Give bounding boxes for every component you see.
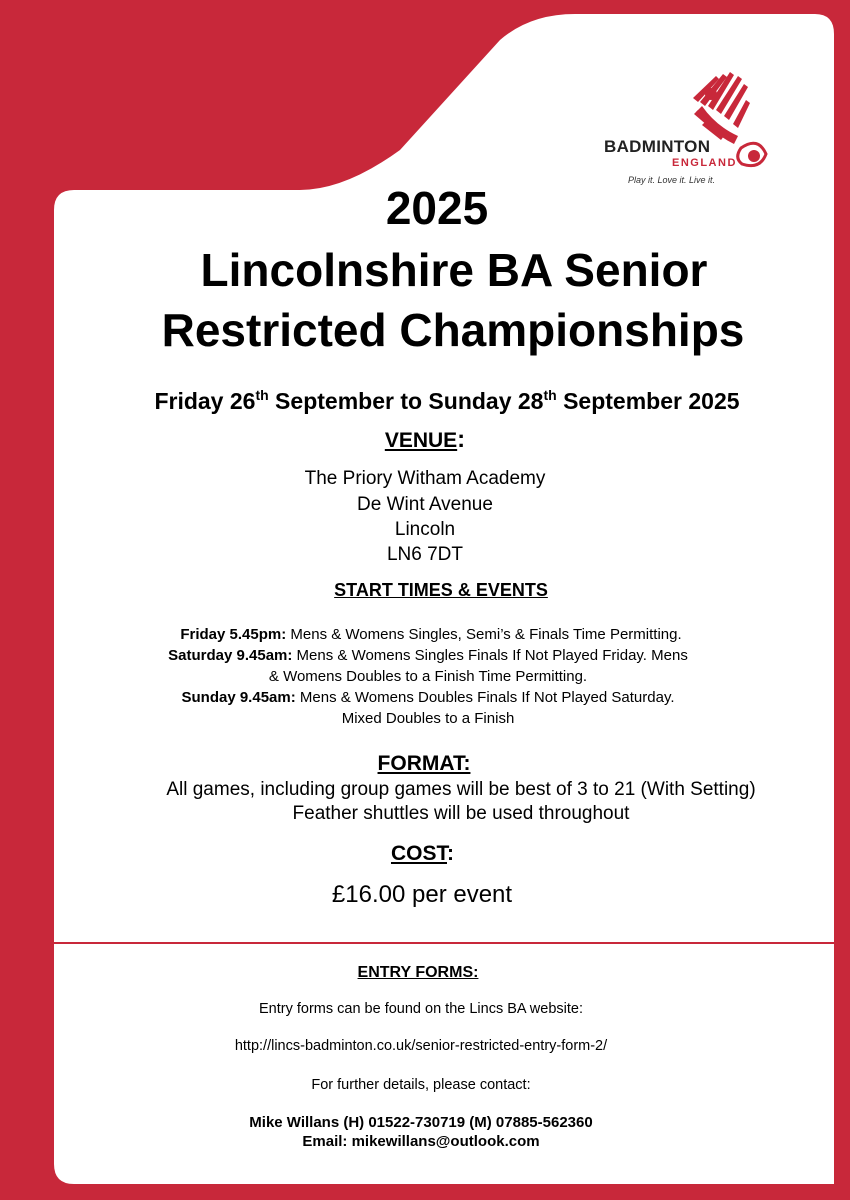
dates-sup-1: th: [255, 387, 269, 403]
brand-name: BADMINTON: [604, 137, 711, 156]
entry-heading: [0, 964, 836, 982]
brand-sub: ENGLAND: [672, 157, 737, 169]
contact-phone: Mike Willans (H) 01522-730719 (M) 07885-562360: [249, 1114, 593, 1131]
format-line-2: Feather shuttles will be used throughout: [292, 803, 630, 824]
sunday-label: Sunday 9.45am:: [181, 689, 296, 706]
saturday-label: Saturday 9.45am:: [168, 647, 293, 664]
dates-part-1: Friday 26: [154, 388, 256, 414]
cost-colon: :: [447, 842, 454, 865]
venue-line: LN6 7DT: [386, 544, 464, 565]
event-dates: [0, 388, 850, 415]
cost-heading-text: COST: [390, 842, 447, 865]
dates-part-2: September to Sunday 28: [268, 388, 544, 414]
cost-value: £16.00 per event: [331, 881, 513, 908]
start-times-heading-text: START TIMES & EVENTS: [334, 580, 548, 600]
event-sunday-cont: Mixed Doubles to a Finish: [341, 710, 515, 727]
venue-colon: :: [457, 426, 466, 453]
entry-heading-text: ENTRY FORMS:: [357, 964, 479, 981]
format-line-1: All games, including group games will be best of 3 to 21 (With Setting): [166, 779, 756, 800]
cost-heading: [0, 842, 845, 866]
title-line-2: Restricted Championships: [161, 304, 745, 356]
event-saturday: [0, 647, 850, 664]
entry-line-2: For further details, please contact:: [311, 1077, 531, 1093]
brand-tagline: Play it. Love it. Live it.: [628, 175, 716, 185]
start-times-heading: [0, 580, 850, 601]
title-line-1: Lincolnshire BA Senior: [200, 244, 708, 296]
venue-line: Lincoln: [394, 519, 456, 540]
title-year: 2025: [385, 182, 489, 234]
format-heading-text: FORMAT:: [377, 752, 471, 775]
event-friday: [0, 626, 850, 643]
contact-email[interactable]: Email: mikewillans@outlook.com: [302, 1133, 540, 1150]
dates-part-3: September 2025: [556, 388, 740, 414]
dates-sup-2: th: [543, 387, 557, 403]
event-sunday: [0, 689, 850, 706]
friday-text: Mens & Womens Singles, Semi’s & Finals Time Permitting.: [286, 626, 682, 643]
venue-heading: [0, 426, 850, 454]
venue-line: De Wint Avenue: [357, 494, 493, 515]
entry-line-1: Entry forms can be found on the Lincs BA website:: [258, 1001, 583, 1017]
entry-url-link[interactable]: http://lincs-badminton.co.uk/senior-restricted-entry-form-2/: [234, 1038, 608, 1054]
friday-label: Friday 5.45pm:: [180, 626, 287, 643]
venue-line: The Priory Witham Academy: [304, 468, 546, 489]
section-divider: [0, 942, 834, 944]
event-saturday-cont: & Womens Doubles to a Finish Time Permitting.: [268, 668, 588, 685]
saturday-text: Mens & Womens Singles Finals If Not Played Friday. Mens: [292, 647, 688, 664]
sunday-text: Mens & Womens Doubles Finals If Not Played Saturday.: [295, 689, 675, 706]
format-heading: [0, 752, 848, 776]
venue-heading-text: VENUE: [384, 429, 458, 452]
